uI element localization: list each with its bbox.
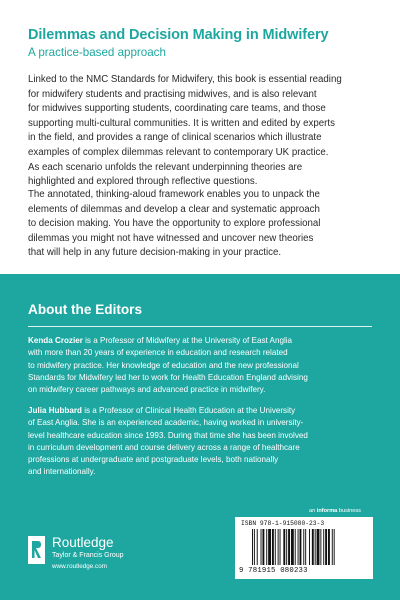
text-line: that will help in any future decision-making in your practice. bbox=[28, 247, 282, 259]
routledge-logo-icon bbox=[28, 536, 45, 564]
text-line: Standards for Midwifery led her to work for Health Education England advising bbox=[28, 372, 308, 382]
text-line: to decision making. You have the opportunity to explore professional bbox=[28, 218, 321, 230]
informa-brand: informa bbox=[316, 508, 338, 514]
description-paragraph-1 bbox=[28, 73, 378, 190]
barcode-bar bbox=[315, 529, 316, 565]
barcode-bar bbox=[262, 529, 264, 565]
text-line: to midwifery practice. Her knowledge of education and the new professional bbox=[28, 360, 299, 370]
barcode-bar bbox=[252, 529, 253, 565]
editor-name: Julia Hubbard bbox=[28, 406, 82, 415]
text-line: highlighted and explored through reflective questions. bbox=[28, 176, 258, 188]
publisher-group: Taylor & Francis Group bbox=[52, 552, 124, 559]
editor-bio-hubbard bbox=[28, 405, 376, 479]
informa-business-tag bbox=[309, 508, 361, 514]
book-subtitle: A practice-based approach bbox=[28, 46, 166, 59]
barcode-bar bbox=[332, 529, 333, 565]
about-editors-heading: About the Editors bbox=[28, 302, 143, 317]
text-line: on midwifery career pathways and advanced practice in midwifery. bbox=[28, 385, 266, 395]
text-line: in curriculum development and course delivery across a range of healthcare bbox=[28, 442, 300, 452]
publisher-name: Routledge bbox=[52, 535, 114, 550]
barcode-bar bbox=[266, 529, 267, 565]
editor-bio-crozier bbox=[28, 335, 376, 396]
text-line: and internationally. bbox=[28, 467, 96, 477]
ean-digits: 9 781915 080233 bbox=[239, 567, 308, 575]
barcode-box bbox=[235, 517, 373, 579]
text-line: in the field, and provides a range of clinical scenarios which illustrate bbox=[28, 132, 322, 144]
editor-name: Kenda Crozier bbox=[28, 336, 83, 345]
text-line: The annotated, thinking-aloud framework enables you to unpack the bbox=[28, 189, 320, 200]
barcode-bar bbox=[303, 529, 304, 565]
barcode-bar bbox=[325, 529, 327, 565]
barcode-bar bbox=[309, 529, 310, 565]
barcode-bar bbox=[261, 529, 262, 565]
text-line: elements of dilemmas and develop a clear and systematic approach bbox=[28, 203, 320, 215]
text-line: Linked to the NMC Standards for Midwifery, this book is essential reading bbox=[28, 74, 342, 85]
barcode-bar bbox=[254, 529, 255, 565]
text-line bbox=[28, 335, 376, 347]
text-line: of East Anglia. She is an experienced academic, having worked in university- bbox=[28, 418, 304, 428]
isbn-label: ISBN 978-1-915080-23-3 bbox=[241, 520, 325, 527]
text-line: examples of complex dilemmas relevant to contemporary UK practice. bbox=[28, 146, 329, 158]
text-line: dilemmas you might not have witnessed and uncover new theories bbox=[28, 232, 314, 244]
barcode-icon bbox=[252, 529, 362, 565]
text-span: business bbox=[337, 508, 361, 514]
text-span: is a Professor of Clinical Health Education at the University bbox=[81, 406, 296, 415]
publisher-url: www.routledge.com bbox=[52, 563, 107, 570]
text-span: an bbox=[309, 508, 317, 514]
section-divider bbox=[28, 326, 372, 327]
text-line bbox=[28, 405, 376, 417]
barcode-bar bbox=[334, 529, 335, 565]
barcode-bar bbox=[328, 529, 330, 565]
barcode-bar bbox=[320, 529, 321, 565]
barcode-bar bbox=[312, 529, 314, 565]
book-title: Dilemmas and Decision Making in Midwifery bbox=[28, 27, 329, 43]
barcode-bar bbox=[288, 529, 290, 565]
barcode-bar bbox=[283, 529, 285, 565]
text-line: As each scenario unfolds the relevant underpinning theories are bbox=[28, 161, 303, 173]
text-line: for midwifery students and practising midwives, and is also relevant bbox=[28, 88, 317, 100]
barcode-bar bbox=[295, 529, 296, 565]
text-line: supporting multi-cultural communities. It is written and edited by experts bbox=[28, 117, 335, 129]
barcode-bar bbox=[298, 529, 299, 565]
barcode-bar bbox=[286, 529, 287, 565]
barcode-bar bbox=[280, 529, 281, 565]
text-line: professions at undergraduate and postgraduate levels, both nationally bbox=[28, 455, 279, 465]
barcode-bar bbox=[257, 529, 258, 565]
barcode-bar bbox=[275, 529, 276, 565]
text-line: level healthcare education since 1993. During that time she has been involved bbox=[28, 430, 308, 440]
barcode-bar bbox=[300, 529, 302, 565]
barcode-bar bbox=[317, 529, 320, 565]
text-line: for midwives supporting students, coordinating care teams, and those bbox=[28, 103, 326, 115]
text-line: with more than 20 years of experience in education and research related bbox=[28, 348, 288, 358]
barcode-bar bbox=[278, 529, 279, 565]
barcode-bar bbox=[272, 529, 274, 565]
barcode-bar bbox=[305, 529, 306, 565]
text-span: is a Professor of Midwifery at the University of East Anglia bbox=[82, 336, 293, 345]
barcode-bar bbox=[323, 529, 324, 565]
barcode-bar bbox=[291, 529, 294, 565]
description-paragraph-2 bbox=[28, 188, 378, 261]
barcode-bar bbox=[268, 529, 271, 565]
